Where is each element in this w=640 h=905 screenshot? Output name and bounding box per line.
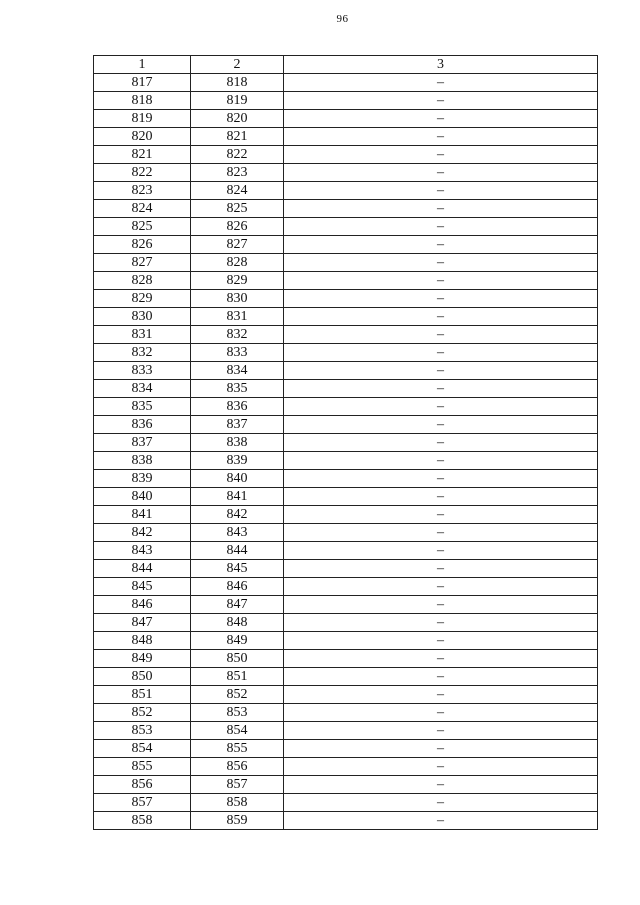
table-cell-col-2: 835: [191, 380, 284, 398]
table-cell-col-3: –: [284, 398, 598, 416]
table-row: [94, 668, 598, 686]
table-cell-col-2: 824: [191, 182, 284, 200]
table-cell-col-1: 819: [94, 110, 191, 128]
table-row: [94, 380, 598, 398]
table-cell-col-3: –: [284, 794, 598, 812]
table-cell-col-2: 853: [191, 704, 284, 722]
table-row: [94, 722, 598, 740]
table-cell-col-2: 827: [191, 236, 284, 254]
table-cell-col-2: 828: [191, 254, 284, 272]
table-cell-col-3: –: [284, 542, 598, 560]
table-cell-col-2: 838: [191, 434, 284, 452]
table-cell-col-3: –: [284, 614, 598, 632]
column-header-3: 3: [284, 56, 598, 74]
table-cell-col-3: –: [284, 362, 598, 380]
table-cell-col-3: –: [284, 92, 598, 110]
table-row: [94, 434, 598, 452]
table-cell-col-3: –: [284, 776, 598, 794]
table-cell-col-3: –: [284, 218, 598, 236]
table-cell-col-2: 819: [191, 92, 284, 110]
table-cell-col-2: 826: [191, 218, 284, 236]
table-row: [94, 560, 598, 578]
table-cell-col-2: 831: [191, 308, 284, 326]
table-cell-col-2: 852: [191, 686, 284, 704]
table-row: [94, 542, 598, 560]
table-body: [94, 74, 598, 830]
table-cell-col-1: 839: [94, 470, 191, 488]
table-cell-col-1: 857: [94, 794, 191, 812]
table-row: [94, 128, 598, 146]
table-cell-col-1: 843: [94, 542, 191, 560]
table-row: [94, 614, 598, 632]
table-cell-col-3: –: [284, 110, 598, 128]
table-cell-col-2: 839: [191, 452, 284, 470]
table-cell-col-3: –: [284, 416, 598, 434]
table-cell-col-2: 849: [191, 632, 284, 650]
table-cell-col-3: –: [284, 596, 598, 614]
table-cell-col-2: 836: [191, 398, 284, 416]
table-cell-col-3: –: [284, 236, 598, 254]
table-cell-col-2: 825: [191, 200, 284, 218]
table-cell-col-2: 859: [191, 812, 284, 830]
table-cell-col-2: 850: [191, 650, 284, 668]
table-cell-col-2: 829: [191, 272, 284, 290]
table-cell-col-3: –: [284, 812, 598, 830]
table-cell-col-2: 843: [191, 524, 284, 542]
table-cell-col-3: –: [284, 290, 598, 308]
table-cell-col-3: –: [284, 524, 598, 542]
table-row: [94, 146, 598, 164]
table-cell-col-3: –: [284, 146, 598, 164]
table-cell-col-3: –: [284, 326, 598, 344]
table-cell-col-1: 850: [94, 668, 191, 686]
table-cell-col-1: 853: [94, 722, 191, 740]
table-row: [94, 416, 598, 434]
table-cell-col-3: –: [284, 452, 598, 470]
table-cell-col-2: 818: [191, 74, 284, 92]
table-cell-col-2: 841: [191, 488, 284, 506]
table-row: [94, 164, 598, 182]
table-cell-col-3: –: [284, 704, 598, 722]
data-table: [93, 55, 598, 830]
table-cell-col-1: 840: [94, 488, 191, 506]
table-cell-col-1: 823: [94, 182, 191, 200]
header-row: [94, 56, 598, 74]
table-cell-col-3: –: [284, 128, 598, 146]
table-row: [94, 524, 598, 542]
table-cell-col-1: 837: [94, 434, 191, 452]
table-cell-col-2: 858: [191, 794, 284, 812]
table-cell-col-3: –: [284, 668, 598, 686]
table-cell-col-3: –: [284, 74, 598, 92]
table-cell-col-3: –: [284, 200, 598, 218]
table-cell-col-1: 830: [94, 308, 191, 326]
table-row: [94, 776, 598, 794]
table-cell-col-3: –: [284, 578, 598, 596]
table-row: [94, 506, 598, 524]
table-row: [94, 326, 598, 344]
table-row: [94, 92, 598, 110]
table-row: [94, 344, 598, 362]
table-cell-col-2: 854: [191, 722, 284, 740]
table-cell-col-2: 840: [191, 470, 284, 488]
column-header-1: 1: [94, 56, 191, 74]
table-cell-col-3: –: [284, 164, 598, 182]
table-cell-col-2: 855: [191, 740, 284, 758]
table-cell-col-3: –: [284, 758, 598, 776]
table-row: [94, 110, 598, 128]
table-cell-col-3: –: [284, 488, 598, 506]
table-cell-col-2: 821: [191, 128, 284, 146]
table-cell-col-3: –: [284, 272, 598, 290]
table-row: [94, 236, 598, 254]
table-cell-col-1: 828: [94, 272, 191, 290]
table-cell-col-1: 842: [94, 524, 191, 542]
table-row: [94, 200, 598, 218]
table-cell-col-1: 818: [94, 92, 191, 110]
table-cell-col-1: 824: [94, 200, 191, 218]
table-cell-col-1: 825: [94, 218, 191, 236]
column-header-2: 2: [191, 56, 284, 74]
table-row: [94, 308, 598, 326]
table-cell-col-3: –: [284, 650, 598, 668]
table-cell-col-1: 817: [94, 74, 191, 92]
table-row: [94, 794, 598, 812]
table-cell-col-2: 851: [191, 668, 284, 686]
table-cell-col-1: 838: [94, 452, 191, 470]
table-cell-col-1: 846: [94, 596, 191, 614]
table-cell-col-2: 842: [191, 506, 284, 524]
table-row: [94, 812, 598, 830]
table-row: [94, 470, 598, 488]
table-cell-col-3: –: [284, 632, 598, 650]
table-cell-col-2: 823: [191, 164, 284, 182]
table-row: [94, 272, 598, 290]
table-row: [94, 362, 598, 380]
table-cell-col-1: 844: [94, 560, 191, 578]
table-row: [94, 74, 598, 92]
table-cell-col-1: 858: [94, 812, 191, 830]
table-cell-col-1: 831: [94, 326, 191, 344]
table-row: [94, 578, 598, 596]
table-row: [94, 488, 598, 506]
table-row: [94, 254, 598, 272]
table-cell-col-3: –: [284, 254, 598, 272]
page-number: 96: [336, 13, 349, 25]
table-cell-col-2: 830: [191, 290, 284, 308]
table-cell-col-1: 829: [94, 290, 191, 308]
table-row: [94, 650, 598, 668]
table-row: [94, 182, 598, 200]
table-cell-col-3: –: [284, 470, 598, 488]
table-cell-col-3: –: [284, 182, 598, 200]
table-cell-col-3: –: [284, 434, 598, 452]
table-row: [94, 290, 598, 308]
table-cell-col-1: 852: [94, 704, 191, 722]
table-cell-col-2: 856: [191, 758, 284, 776]
table-cell-col-1: 836: [94, 416, 191, 434]
table-cell-col-1: 856: [94, 776, 191, 794]
table-cell-col-3: –: [284, 506, 598, 524]
table-cell-col-3: –: [284, 722, 598, 740]
table-cell-col-1: 833: [94, 362, 191, 380]
table-cell-col-2: 844: [191, 542, 284, 560]
table-cell-col-3: –: [284, 380, 598, 398]
table-cell-col-1: 834: [94, 380, 191, 398]
table-cell-col-2: 857: [191, 776, 284, 794]
table-cell-col-1: 841: [94, 506, 191, 524]
table-cell-col-1: 822: [94, 164, 191, 182]
table-cell-col-1: 848: [94, 632, 191, 650]
table-cell-col-3: –: [284, 686, 598, 704]
table-cell-col-2: 832: [191, 326, 284, 344]
table-cell-col-2: 834: [191, 362, 284, 380]
table-cell-col-1: 849: [94, 650, 191, 668]
table-cell-col-1: 826: [94, 236, 191, 254]
table-cell-col-2: 845: [191, 560, 284, 578]
table-cell-col-2: 848: [191, 614, 284, 632]
table-cell-col-1: 854: [94, 740, 191, 758]
table-cell-col-2: 847: [191, 596, 284, 614]
table-cell-col-1: 835: [94, 398, 191, 416]
table-cell-col-2: 846: [191, 578, 284, 596]
table-cell-col-1: 821: [94, 146, 191, 164]
table-cell-col-3: –: [284, 560, 598, 578]
table-cell-col-1: 827: [94, 254, 191, 272]
table-cell-col-2: 833: [191, 344, 284, 362]
table-header: [94, 56, 598, 74]
table-cell-col-2: 837: [191, 416, 284, 434]
table-row: [94, 452, 598, 470]
table-row: [94, 398, 598, 416]
table-cell-col-1: 847: [94, 614, 191, 632]
table-row: [94, 758, 598, 776]
table-cell-col-3: –: [284, 740, 598, 758]
table-cell-col-2: 820: [191, 110, 284, 128]
table-row: [94, 632, 598, 650]
table-cell-col-1: 820: [94, 128, 191, 146]
table-row: [94, 686, 598, 704]
table-cell-col-2: 822: [191, 146, 284, 164]
table-cell-col-1: 845: [94, 578, 191, 596]
table-cell-col-1: 851: [94, 686, 191, 704]
table-cell-col-1: 855: [94, 758, 191, 776]
table-row: [94, 740, 598, 758]
table-row: [94, 704, 598, 722]
table-row: [94, 596, 598, 614]
table-cell-col-1: 832: [94, 344, 191, 362]
table-cell-col-3: –: [284, 344, 598, 362]
table-cell-col-3: –: [284, 308, 598, 326]
table-row: [94, 218, 598, 236]
